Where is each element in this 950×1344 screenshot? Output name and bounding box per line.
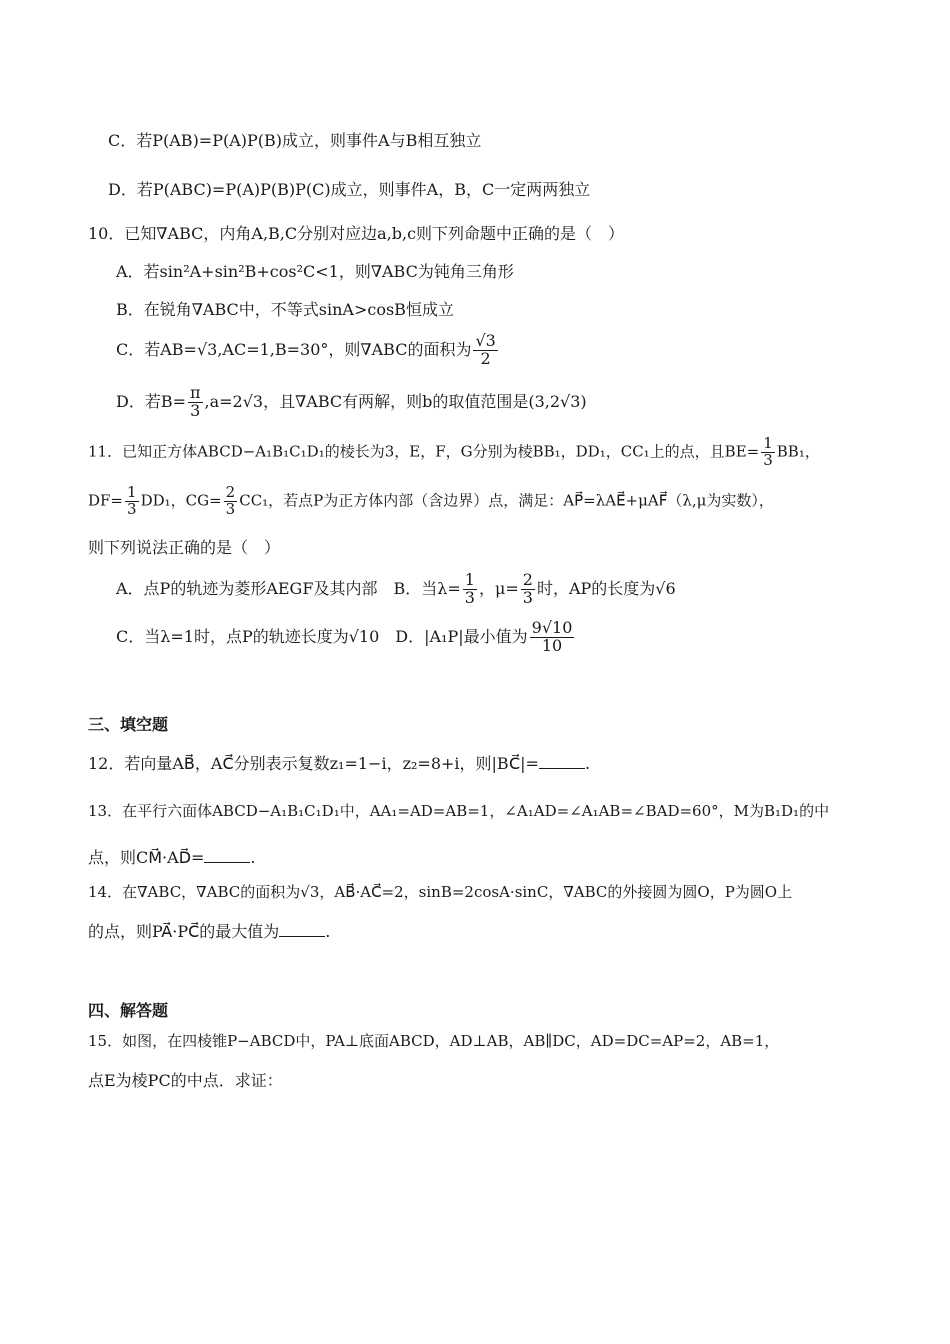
q11-options-cd: [116, 620, 576, 655]
q10-option-c: [116, 333, 500, 368]
q11-option-b-text-a: B．当λ=: [393, 578, 461, 598]
fraction-numerator: 1: [127, 483, 137, 501]
q11-option-b-fraction-1: [463, 572, 477, 607]
q12: [88, 754, 590, 772]
q11-line-1: [88, 436, 820, 469]
fraction-denominator: 3: [522, 587, 533, 607]
q10-option-d-fraction: [188, 385, 203, 420]
fraction-denominator: 10: [541, 635, 563, 655]
q11-option-d-fraction: [530, 620, 575, 655]
q11-option-b-fraction-2: [521, 572, 535, 607]
q11-line-1-text-a: 11．已知正方体ABCD−A₁B₁C₁D₁的棱长为3，E，F，G分别为棱BB₁，DD₁，CC₁上的点，且BE=: [88, 442, 760, 461]
q11-line-2-text-b: DD₁，CG=: [140, 491, 222, 510]
q13-text: 点，则CM⃗·AD⃗=: [88, 848, 205, 867]
fraction-denominator: 2: [480, 348, 491, 368]
fraction-denominator: 3: [127, 499, 137, 518]
q11-line-3: 则下列说法正确的是（ ）: [88, 538, 281, 557]
q10-option-d-text-b: ,a=2√3，且∇ABC有两解，则b的取值范围是(3,2√3): [204, 391, 587, 411]
q10-option-a: A．若sin²A+sin²B+cos²C<1，则∇ABC为钝角三角形: [116, 262, 514, 281]
q13-period: .: [250, 848, 256, 867]
q14-text: 的点，则PA⃗·PC⃗的最大值为: [88, 922, 280, 941]
q12-period: .: [584, 754, 591, 773]
fraction-numerator: 1: [464, 570, 475, 589]
q11-line-2-fraction-1: [125, 485, 139, 518]
fraction-denominator: 3: [464, 587, 475, 607]
q12-text: 12．若向量AB⃗，AC⃗分别表示复数z₁=1−i，z₂=8+i，则|BC⃗|=: [88, 754, 539, 773]
q14-answer-blank[interactable]: [279, 922, 325, 937]
q15-line-2: 点E为棱PC的中点．求证：: [88, 1071, 283, 1090]
q10-option-d: [116, 385, 587, 420]
fraction-denominator: 3: [225, 499, 236, 518]
q14-line-1: 14．在∇ABC，∇ABC的面积为√3，AB⃗·AC⃗=2，sinB=2cosA·sinC，∇ABC的外接圆为圆O，P为圆O上: [88, 883, 793, 901]
q14-period: .: [325, 922, 331, 941]
q13-line-1: 13．在平行六面体ABCD−A₁B₁C₁D₁中，AA₁=AD=AB=1，∠A₁AD=∠A₁AB=∠BAD=60°，M为B₁D₁的中: [88, 802, 830, 820]
fraction-numerator: π: [190, 383, 201, 402]
q9-option-d: D．若P(ABC)=P(A)P(B)P(C)成立，则事件A，B，C一定两两独立: [108, 180, 591, 199]
q9-option-c: C．若P(AB)=P(A)P(B)成立，则事件A与B相互独立: [108, 131, 482, 150]
q11-line-2-fraction-2: [224, 485, 238, 518]
q11-option-c: C．当λ=1时，点P的轨迹长度为√10: [116, 626, 380, 646]
q11-option-b-text-c: 时，AP的长度为√6: [536, 578, 676, 598]
q11-option-b-text-b: ，μ=: [478, 578, 519, 598]
q11-line-2-text-c: CC₁，若点P为正方体内部（含边界）点，满足：AP⃗=λAE⃗+μAF⃗（λ,μ为实数），: [239, 491, 774, 510]
q10-option-c-fraction: [473, 333, 497, 368]
fraction-numerator: √3: [475, 331, 496, 350]
q11-line-2-text-a: DF=: [88, 491, 124, 510]
q11-option-d-text: D．|A₁P|最小值为: [395, 626, 528, 646]
q12-answer-blank[interactable]: [539, 754, 585, 769]
q11-line-1-text-b: BB₁，: [776, 442, 820, 461]
q11-option-a: A．点P的轨迹为菱形AEGF及其内部: [116, 578, 378, 598]
q14-line-2: [88, 922, 330, 940]
q13-answer-blank[interactable]: [204, 848, 250, 863]
fraction-denominator: 3: [763, 450, 773, 469]
fraction-denominator: 3: [190, 400, 201, 420]
q10-stem: 10．已知∇ABC，内角A,B,C分别对应边a,b,c则下列命题中正确的是（ ）: [88, 224, 625, 243]
q11-line-1-fraction: [761, 436, 775, 469]
fraction-numerator: 2: [225, 483, 236, 501]
q11-line-2: [88, 485, 774, 518]
q13-line-2: [88, 848, 256, 866]
section-heading-fill-in: 三、填空题: [88, 715, 169, 734]
fraction-numerator: 2: [522, 570, 533, 589]
section-heading-solutions: 四、解答题: [88, 1001, 169, 1020]
q10-option-d-text-a: D．若B=: [116, 391, 186, 411]
q11-options-ab: [116, 572, 676, 607]
q10-option-c-text: C．若AB=√3,AC=1,B=30°，则∇ABC的面积为: [116, 339, 472, 359]
q15-line-1: 15．如图，在四棱锥P−ABCD中，PA⊥底面ABCD，AD⊥AB，AB∥DC，AD=DC=AP=2，AB=1，: [88, 1032, 780, 1050]
fraction-numerator: 9√10: [531, 618, 573, 637]
q10-option-b: B．在锐角∇ABC中，不等式sinA>cosB恒成立: [116, 300, 454, 319]
fraction-numerator: 1: [763, 434, 773, 452]
